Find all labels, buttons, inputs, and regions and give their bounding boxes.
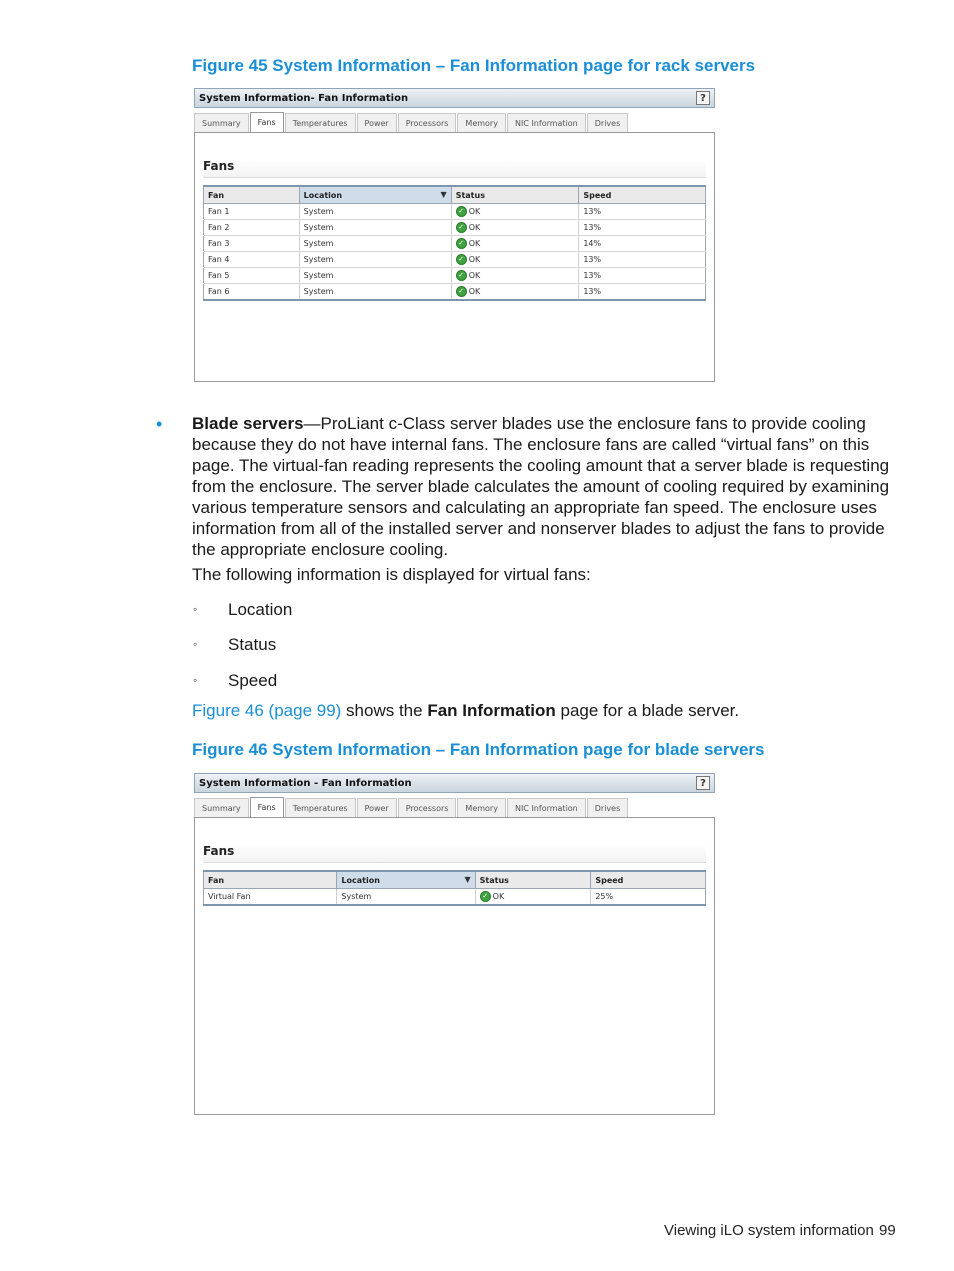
column-header-speed[interactable] [591, 871, 706, 889]
tab-fans[interactable]: Fans [250, 112, 284, 132]
tab-temperatures[interactable]: Temperatures [285, 113, 356, 132]
bullet-text: —ProLiant c-Class server blades use the enclosure fans to provide cooling because they do not have internal fans. The enclosure fans are called “virtual fans” on this page. The virtual-fan reading represents the cooling amount that a server blade is requesting from the enclosure. The server blade calculates the amount of cooling required by examining various temperature sensors and calculating an appropriate fan speed. The enclosure uses information from all of the installed server and nonserver blades to adjust the fans to provide the appropriate enclosure cooling. [192, 414, 890, 559]
tab-processors[interactable]: Processors [398, 798, 457, 817]
cell-status [451, 252, 579, 268]
table-row[interactable] [204, 284, 706, 301]
cell-location [299, 220, 451, 236]
cell-speed [579, 284, 706, 301]
list-item: Location [228, 600, 293, 619]
cell-text: 25% [595, 892, 614, 901]
panel-title: System Information - Fan Information [199, 778, 412, 789]
column-header-fan[interactable] [204, 186, 300, 204]
tab-temperatures[interactable]: Temperatures [285, 798, 356, 817]
column-header-fan[interactable] [204, 871, 337, 889]
tab-power[interactable]: Power [357, 113, 397, 132]
bullet-icon: • [156, 414, 163, 434]
cell-status [451, 268, 579, 284]
section-title: Fans [203, 844, 706, 863]
column-header-label: Location [303, 190, 343, 200]
cell-text: System [303, 207, 334, 216]
cell-text: Fan 6 [208, 287, 230, 296]
cell-text: OK [468, 271, 481, 280]
cell-text: System [303, 223, 334, 232]
cell-text: 13% [583, 223, 602, 232]
tab-summary[interactable]: Summary [194, 798, 249, 817]
cell-status [475, 889, 591, 906]
tab-fans[interactable]: Fans [250, 797, 284, 817]
intro-text: The following information is displayed for virtual fans: [192, 565, 591, 584]
cell-fan [204, 889, 337, 906]
cell-fan [204, 204, 300, 220]
cell-text: 13% [583, 271, 602, 280]
table-row[interactable] [204, 236, 706, 252]
tab-memory[interactable]: Memory [457, 798, 506, 817]
cell-text: Fan 3 [208, 239, 230, 248]
column-header-label: Location [341, 875, 380, 885]
cell-status [451, 284, 579, 301]
tab-bar [194, 112, 715, 132]
cell-text: Fan 4 [208, 255, 230, 264]
figure-46-link[interactable]: Figure 46 (page 99) [192, 701, 342, 720]
table-row[interactable] [204, 268, 706, 284]
status-ok-icon: ✓ [480, 891, 491, 902]
cell-status [451, 220, 579, 236]
circle-bullet-icon: ◦ [193, 602, 198, 616]
cell-text: OK [468, 207, 481, 216]
tab-memory[interactable]: Memory [457, 113, 506, 132]
sort-arrow-icon[interactable]: ▼ [440, 190, 447, 199]
cell-text: 13% [583, 287, 602, 296]
tab-bar [194, 797, 715, 817]
status-ok-icon: ✓ [456, 270, 467, 281]
cell-location [299, 284, 451, 301]
cell-fan [204, 284, 300, 301]
cell-location [299, 252, 451, 268]
cell-fan [204, 268, 300, 284]
column-header-status[interactable] [451, 186, 579, 204]
ref-text: shows the [341, 701, 428, 720]
cell-text: Fan 5 [208, 271, 230, 280]
column-header-location[interactable] [299, 186, 451, 204]
table-row[interactable] [204, 889, 706, 906]
status-ok-icon: ✓ [456, 222, 467, 233]
tab-drives[interactable]: Drives [587, 798, 629, 817]
cell-speed [591, 889, 706, 906]
cell-text: 14% [583, 239, 602, 248]
help-icon[interactable]: ? [696, 91, 710, 105]
cell-text: System [303, 271, 334, 280]
cell-speed [579, 268, 706, 284]
ref-bold: Fan Information [427, 701, 556, 720]
cell-text: 13% [583, 255, 602, 264]
fans-content [194, 817, 715, 1115]
cell-location [299, 268, 451, 284]
help-icon[interactable]: ? [696, 776, 710, 790]
cell-fan [204, 236, 300, 252]
cell-fan [204, 252, 300, 268]
column-header-label: Fan [208, 875, 225, 885]
list-item: Speed [228, 671, 278, 690]
status-ok-icon: ✓ [456, 254, 467, 265]
figure-45-caption: Figure 45 System Information – Fan Information page for rack servers [192, 56, 756, 75]
cell-text: System [341, 892, 372, 901]
cell-status [451, 204, 579, 220]
cell-text: Virtual Fan [208, 892, 251, 901]
column-header-label: Speed [595, 875, 624, 885]
cell-location [299, 236, 451, 252]
cell-speed [579, 204, 706, 220]
blade-servers-paragraph [192, 413, 900, 560]
table-row[interactable] [204, 220, 706, 236]
table-header-row [204, 186, 706, 204]
table-row[interactable] [204, 252, 706, 268]
cell-location [337, 889, 475, 906]
cell-text: 13% [583, 207, 602, 216]
tab-power[interactable]: Power [357, 798, 397, 817]
cell-location [299, 204, 451, 220]
tab-nic-information[interactable]: NIC Information [507, 798, 586, 817]
circle-bullet-icon: ◦ [193, 637, 198, 651]
footer-section: Viewing iLO system information [664, 1222, 874, 1239]
list-item: Status [228, 635, 277, 654]
cell-text: Fan 2 [208, 223, 230, 232]
tab-summary[interactable]: Summary [194, 113, 249, 132]
tab-processors[interactable]: Processors [398, 113, 457, 132]
status-ok-icon: ✓ [456, 206, 467, 217]
circle-bullet-icon: ◦ [193, 673, 198, 687]
figure-45-screenshot [194, 88, 715, 382]
table-row[interactable] [204, 204, 706, 220]
ref-text: page for a blade server. [555, 701, 740, 720]
column-header-speed[interactable] [579, 186, 706, 204]
table-header-row [204, 871, 706, 889]
tab-drives[interactable]: Drives [587, 113, 629, 132]
cell-text: OK [468, 223, 481, 232]
figure-46-caption: Figure 46 System Information – Fan Information page for blade servers [192, 740, 765, 759]
cell-text: OK [468, 287, 481, 296]
cell-text: System [303, 239, 334, 248]
cell-text: OK [492, 892, 505, 901]
column-header-status[interactable] [475, 871, 591, 889]
page-number: 99 [879, 1222, 896, 1239]
column-header-label: Status [479, 875, 509, 885]
cell-text: System [303, 287, 334, 296]
cell-status [451, 236, 579, 252]
column-header-label: Status [455, 190, 485, 200]
column-header-label: Fan [208, 190, 225, 200]
panel-title-bar [194, 773, 715, 793]
panel-title-bar [194, 88, 715, 108]
cell-text: System [303, 255, 334, 264]
bullet-lead: Blade servers [192, 414, 304, 433]
status-ok-icon: ✓ [456, 286, 467, 297]
section-title: Fans [203, 159, 706, 178]
figure-reference [192, 701, 739, 721]
column-header-location[interactable] [337, 871, 475, 889]
status-ok-icon: ✓ [456, 238, 467, 249]
fans-table [203, 185, 706, 301]
cell-text: Fan 1 [208, 207, 230, 216]
figure-46-screenshot [194, 773, 715, 1115]
cell-text: OK [468, 255, 481, 264]
cell-fan [204, 220, 300, 236]
sort-arrow-icon[interactable]: ▼ [464, 875, 471, 884]
column-header-label: Speed [583, 190, 612, 200]
tab-nic-information[interactable]: NIC Information [507, 113, 586, 132]
cell-speed [579, 252, 706, 268]
panel-title: System Information- Fan Information [199, 93, 409, 104]
cell-speed [579, 220, 706, 236]
cell-text: OK [468, 239, 481, 248]
fans-content [194, 132, 715, 382]
fans-table [203, 870, 706, 906]
cell-speed [579, 236, 706, 252]
